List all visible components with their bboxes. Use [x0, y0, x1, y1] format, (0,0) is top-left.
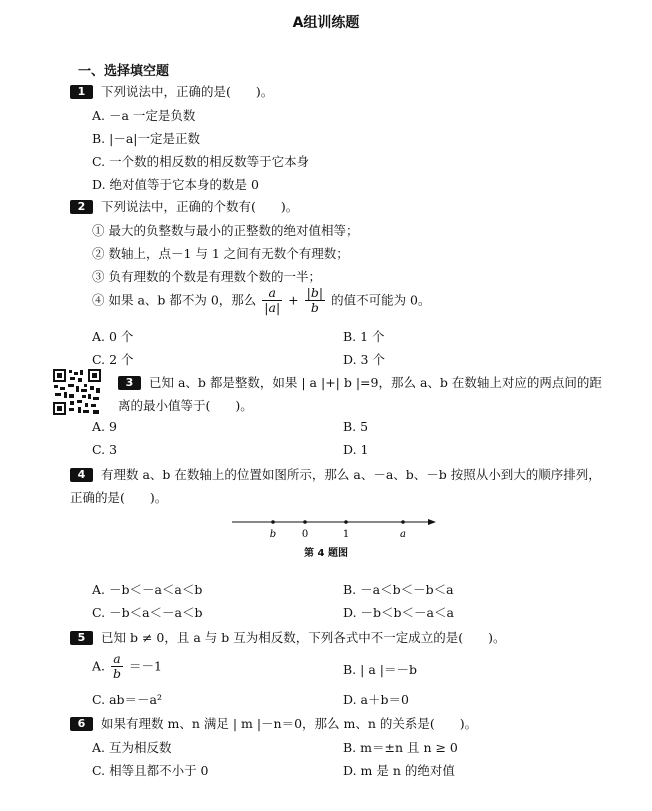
q2-statement-3: ③ 负有理数的个数是有理数个数的一半；	[92, 269, 321, 284]
question-5	[70, 628, 505, 646]
q5-option-d: D. a＋b＝0	[343, 692, 409, 707]
question-6	[70, 714, 477, 732]
question-text: 有理数 a、b 在数轴上的位置如图所示，那么 a、－a、b、－b 按照从小到大的顺序排列，	[101, 467, 601, 482]
question-number: 3	[118, 376, 141, 390]
figure-caption: 第 4 题图	[304, 548, 348, 559]
denominator: |a|	[264, 300, 281, 315]
q1-option-a: A. －a 一定是负数	[92, 108, 196, 123]
q3-option-a: A. 9	[92, 419, 117, 434]
denominator: b	[113, 666, 122, 681]
fraction-a-over-b	[111, 652, 123, 681]
label-one: 1	[342, 529, 350, 540]
point-b	[271, 520, 275, 524]
plus-sign: +	[288, 292, 299, 308]
qr-code-icon	[52, 368, 102, 416]
q4-option-d: D. －b＜b＜－a＜a	[343, 605, 454, 620]
question-3	[118, 373, 602, 391]
label-zero: 0	[301, 529, 309, 540]
option-letter: A.	[92, 658, 106, 674]
q6-option-c: C. 相等且都不小于 0	[92, 763, 209, 778]
question-1	[70, 82, 273, 100]
q3-option-b: B. 5	[343, 419, 369, 434]
number-line-figure	[228, 510, 440, 544]
q5-option-c: C. ab＝－a²	[92, 692, 162, 707]
q6-option-b: B. m＝±n 且 n ≥ 0	[343, 740, 458, 755]
q1-option-c: C. 一个数的相反数的相反数等于它本身	[92, 154, 310, 169]
q2-statement-1: ① 最大的负整数与最小的正整数的绝对值相等；	[92, 223, 359, 238]
q2-option-c: C. 2 个	[92, 352, 134, 367]
q4-option-a: A. －b＜－a＜a＜b	[92, 582, 203, 597]
q2-option-b: B. 1 个	[343, 329, 385, 344]
fraction-abs-b-over-b	[305, 286, 325, 315]
question-4-line-2: 正确的是( )。	[70, 490, 168, 505]
page-title: A组训练题	[292, 15, 360, 31]
q4-option-b: B. －a＜b＜－b＜a	[343, 582, 454, 597]
q5-option-a	[92, 652, 162, 681]
question-2	[70, 197, 298, 215]
question-number: 4	[70, 468, 93, 482]
question-4	[70, 465, 601, 483]
question-3-line-2: 离的最小值等于( )。	[118, 398, 253, 413]
q1-option-b: B. |－a|一定是正数	[92, 131, 201, 146]
question-text: 下列说法中，正确的是( )。	[101, 84, 274, 99]
section-heading: 一、选择填空题	[78, 64, 170, 79]
q6-option-a: A. 互为相反数	[92, 740, 172, 755]
question-text: 如果有理数 m、n 满足 | m |－n＝0，那么 m、n 的关系是( )。	[101, 716, 478, 731]
q2-statement-2: ② 数轴上，点－1 与 1 之间有无数个有理数；	[92, 246, 349, 261]
label-a: a	[400, 529, 406, 540]
numerator: |b|	[306, 285, 324, 300]
q2-option-d: D. 3 个	[343, 352, 385, 367]
question-number: 5	[70, 631, 93, 645]
q2-option-a: A. 0 个	[92, 329, 134, 344]
label-b: b	[269, 529, 277, 540]
q1-option-d: D. 绝对值等于它本身的数是 0	[92, 177, 259, 192]
question-text: 已知 b ≠ 0，且 a 与 b 互为相反数，下列各式中不一定成立的是( )。	[101, 630, 506, 645]
question-text: 已知 a、b 都是整数，如果 | a |+| b |=9，那么 a、b 在数轴上对应的两点间的距	[149, 375, 602, 390]
question-text: 下列说法中，正确的个数有( )。	[101, 199, 299, 214]
axis-arrow-icon	[428, 519, 436, 525]
statement-text: 的值不可能为 0。	[331, 292, 431, 308]
q3-option-c: C. 3	[92, 442, 118, 457]
point-zero	[303, 520, 307, 524]
numerator: a	[111, 652, 123, 667]
option-text: ＝－1	[129, 658, 162, 674]
fraction-a-over-abs-a	[262, 286, 282, 315]
question-number: 6	[70, 717, 93, 731]
point-a	[401, 520, 405, 524]
q3-option-d: D. 1	[343, 442, 369, 457]
numerator: a	[262, 286, 282, 301]
q5-option-b: B. | a |＝－b	[343, 662, 417, 677]
denominator: b	[310, 300, 319, 315]
q4-option-c: C. －b＜a＜－a＜b	[92, 605, 203, 620]
question-number: 1	[70, 85, 93, 99]
statement-text: ④ 如果 a、b 都不为 0，那么	[92, 292, 257, 308]
point-one	[344, 520, 348, 524]
question-number: 2	[70, 200, 93, 214]
q6-option-d: D. m 是 n 的绝对值	[343, 763, 455, 778]
q2-statement-4	[92, 286, 431, 315]
